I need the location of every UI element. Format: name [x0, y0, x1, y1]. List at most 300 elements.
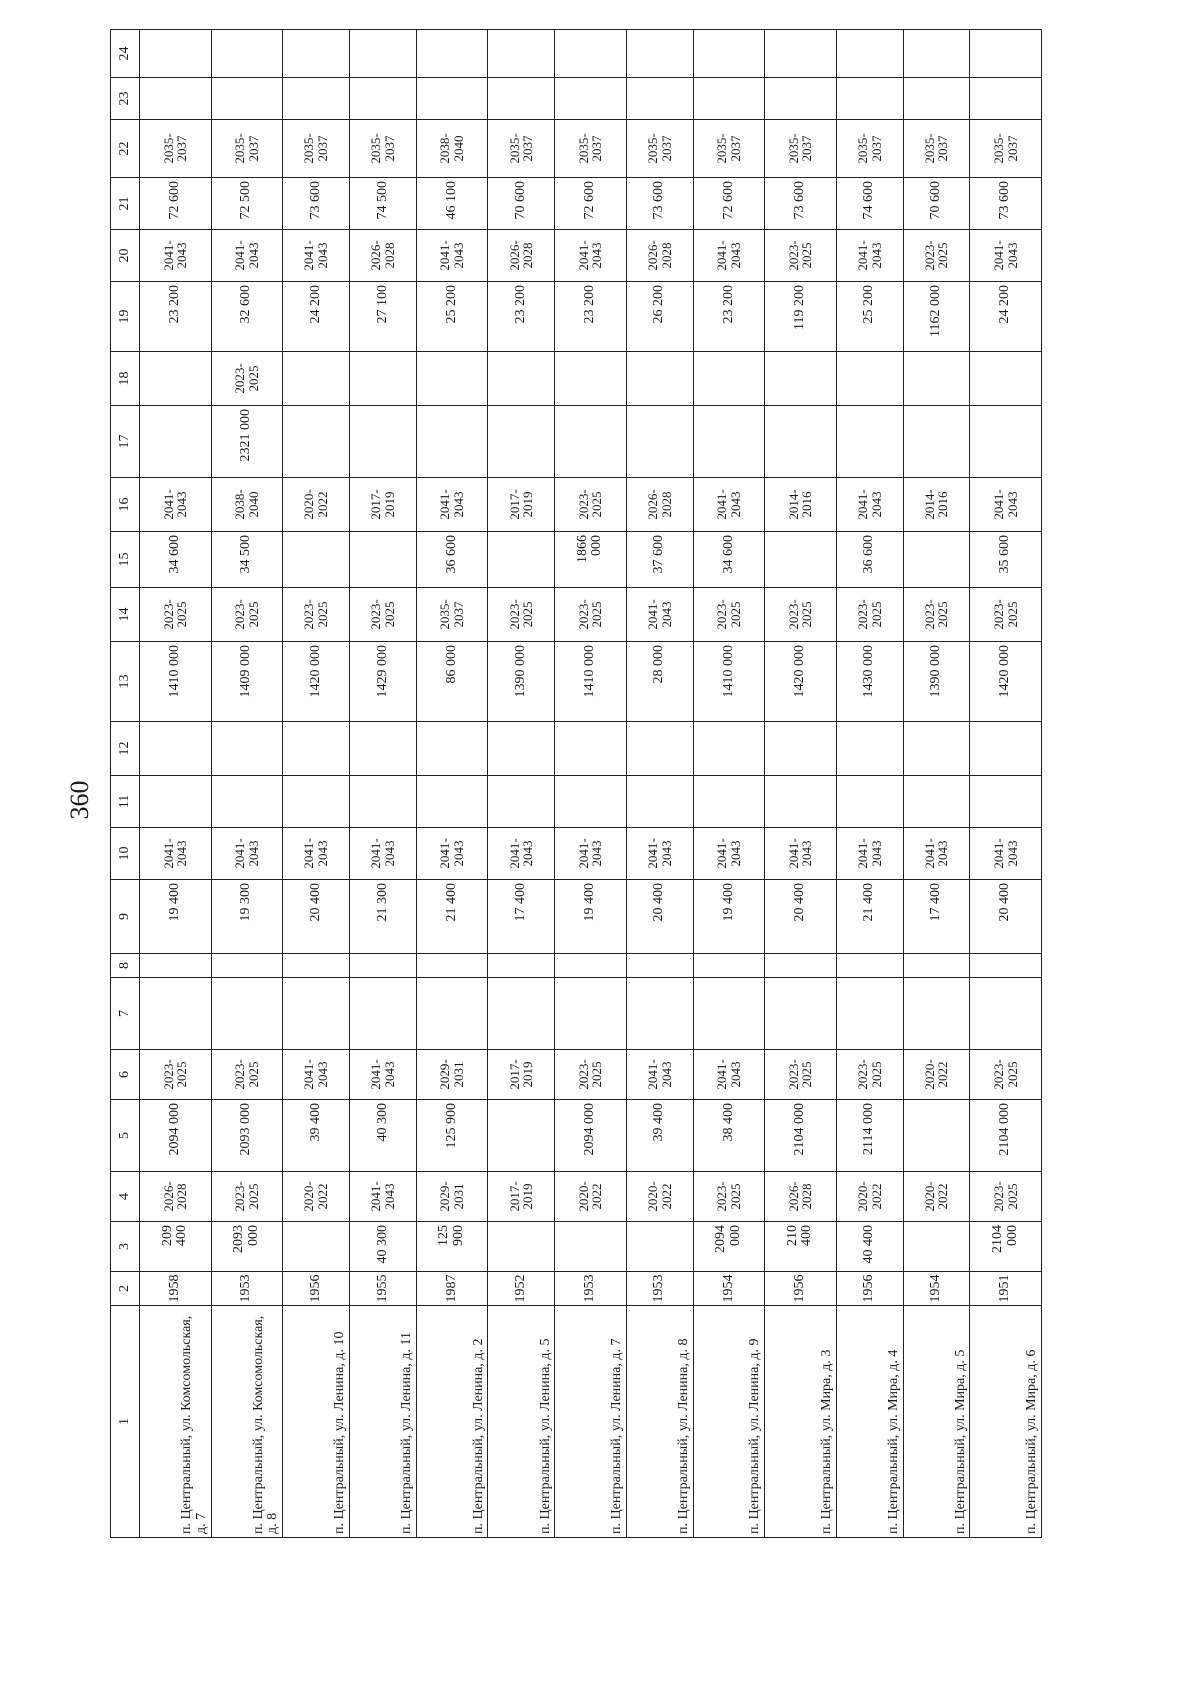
data-table: [110, 29, 1042, 1538]
table-cell: [693, 78, 765, 120]
table-cell: 2026-2028: [626, 478, 693, 532]
table-cell: 17 400: [903, 880, 970, 954]
table-cell: 2041-2043: [903, 828, 970, 880]
table-cell: 28 000: [626, 642, 693, 722]
table-cell: 40 400: [836, 1222, 903, 1272]
table-cell: 2093 000: [211, 1222, 283, 1272]
table-cell: 35 600: [970, 532, 1042, 588]
table-cell: 2035-2037: [765, 120, 837, 178]
column-header: 19: [111, 282, 140, 352]
table-cell: 74 500: [349, 178, 416, 230]
table-cell: 2023-2025: [488, 588, 555, 642]
table-cell: 2026-2028: [626, 230, 693, 282]
table-cell: [765, 722, 837, 776]
table-cell: 1410 000: [140, 642, 212, 722]
address-cell: п. Центральный, ул. Ленина, д. 9: [693, 1306, 765, 1538]
address-cell: п. Центральный, ул. Мира, д. 5: [903, 1306, 970, 1538]
table-cell: [903, 30, 970, 78]
table-cell: 1390 000: [488, 642, 555, 722]
table-cell: 2041-2043: [555, 230, 627, 282]
table-cell: 2093 000: [211, 1100, 283, 1172]
table-row: [970, 30, 1042, 1538]
table-cell: 27 100: [349, 282, 416, 352]
column-header: 7: [111, 978, 140, 1050]
table-cell: [488, 722, 555, 776]
address-cell: п. Центральный, ул. Ленина, д. 11: [349, 1306, 416, 1538]
table-cell: [555, 30, 627, 78]
table-cell: 210 400: [765, 1222, 837, 1272]
table-cell: 2041-2043: [836, 478, 903, 532]
table-cell: [903, 978, 970, 1050]
table-cell: [765, 352, 837, 406]
table-cell: [349, 406, 416, 478]
table-cell: 1954: [693, 1272, 765, 1306]
table-cell: 2041-2043: [211, 230, 283, 282]
table-cell: [349, 722, 416, 776]
table-cell: [283, 954, 350, 978]
table-cell: 2041-2043: [283, 1050, 350, 1100]
address-cell: п. Центральный, ул. Комсомольская, д. 8: [211, 1306, 283, 1538]
table-cell: 1956: [836, 1272, 903, 1306]
table-frame: [110, 46, 1042, 1538]
table-cell: 2041-2043: [693, 1050, 765, 1100]
column-header: 22: [111, 120, 140, 178]
table-cell: 23 200: [555, 282, 627, 352]
table-cell: 2035-2037: [140, 120, 212, 178]
table-cell: 2041-2043: [211, 828, 283, 880]
table-cell: 39 400: [283, 1100, 350, 1172]
address-cell: п. Центральный, ул. Мира, д. 6: [970, 1306, 1042, 1538]
table-cell: [416, 978, 488, 1050]
address-cell: п. Центральный, ул. Ленина, д. 2: [416, 1306, 488, 1538]
table-cell: [765, 78, 837, 120]
table-cell: [211, 78, 283, 120]
table-cell: 38 400: [693, 1100, 765, 1172]
table-cell: [903, 532, 970, 588]
table-cell: 2023-2025: [903, 230, 970, 282]
table-cell: [555, 722, 627, 776]
column-header: 8: [111, 954, 140, 978]
table-cell: 2023-2025: [211, 1050, 283, 1100]
table-cell: 2041-2043: [836, 230, 903, 282]
table-cell: [693, 722, 765, 776]
table-cell: 2029-2031: [416, 1050, 488, 1100]
table-cell: 26 200: [626, 282, 693, 352]
table-cell: 2017-2019: [488, 1050, 555, 1100]
table-cell: 2035-2037: [970, 120, 1042, 178]
table-cell: [903, 1100, 970, 1172]
table-cell: [626, 78, 693, 120]
table-cell: [903, 406, 970, 478]
table-cell: [693, 352, 765, 406]
table-cell: [693, 30, 765, 78]
table-cell: 2035-2037: [555, 120, 627, 178]
table-cell: 34 600: [693, 532, 765, 588]
address-cell: п. Центральный, ул. Ленина, д. 5: [488, 1306, 555, 1538]
table-cell: 2020-2022: [555, 1172, 627, 1222]
table-cell: 2023-2025: [970, 1172, 1042, 1222]
table-cell: 1420 000: [283, 642, 350, 722]
table-cell: [488, 954, 555, 978]
address-cell: п. Центральный, ул. Ленина, д. 7: [555, 1306, 627, 1538]
table-cell: [283, 78, 350, 120]
table-cell: [488, 30, 555, 78]
table-cell: 2026-2028: [765, 1172, 837, 1222]
column-header: 17: [111, 406, 140, 478]
table-cell: [903, 78, 970, 120]
table-cell: [349, 954, 416, 978]
table-cell: [140, 78, 212, 120]
table-cell: [970, 978, 1042, 1050]
table-cell: [349, 776, 416, 828]
table-body: [140, 30, 1042, 1538]
table-cell: 2041-2043: [693, 478, 765, 532]
table-cell: [283, 978, 350, 1050]
table-row: [626, 30, 693, 1538]
table-cell: 2023-2025: [836, 588, 903, 642]
table-cell: [903, 352, 970, 406]
table-cell: [140, 776, 212, 828]
table-cell: [626, 722, 693, 776]
table-cell: 1162 000: [903, 282, 970, 352]
table-cell: 34 500: [211, 532, 283, 588]
table-cell: 73 600: [970, 178, 1042, 230]
table-cell: 32 600: [211, 282, 283, 352]
table-cell: 21 300: [349, 880, 416, 954]
table-cell: [283, 1222, 350, 1272]
column-header: 12: [111, 722, 140, 776]
table-cell: [349, 532, 416, 588]
table-cell: [765, 30, 837, 78]
table-cell: 1953: [626, 1272, 693, 1306]
table-cell: 36 600: [836, 532, 903, 588]
table-cell: [283, 532, 350, 588]
table-cell: 2104 000: [765, 1100, 837, 1172]
table-cell: 1953: [555, 1272, 627, 1306]
table-cell: [211, 954, 283, 978]
table-cell: 2023-2025: [970, 1050, 1042, 1100]
column-header: 14: [111, 588, 140, 642]
table-cell: 125 900: [416, 1222, 488, 1272]
table-cell: [836, 776, 903, 828]
table-row: [211, 30, 283, 1538]
table-cell: [693, 978, 765, 1050]
table-cell: [970, 78, 1042, 120]
table-cell: [693, 406, 765, 478]
table-cell: [903, 954, 970, 978]
table-cell: 19 400: [140, 880, 212, 954]
table-cell: 74 600: [836, 178, 903, 230]
table-cell: [416, 78, 488, 120]
table-cell: 86 000: [416, 642, 488, 722]
table-cell: 1410 000: [555, 642, 627, 722]
table-row: [416, 30, 488, 1538]
column-header: 3: [111, 1222, 140, 1272]
rotated-table-wrapper: [110, 46, 1042, 1538]
table-cell: 2035-2037: [903, 120, 970, 178]
table-cell: 2017-2019: [488, 478, 555, 532]
table-cell: 20 400: [765, 880, 837, 954]
table-cell: 2104 000: [970, 1100, 1042, 1172]
table-cell: 46 100: [416, 178, 488, 230]
column-header: 11: [111, 776, 140, 828]
table-cell: 2023-2025: [349, 588, 416, 642]
header-row: [111, 30, 140, 1538]
table-cell: [626, 30, 693, 78]
table-cell: [283, 352, 350, 406]
table-cell: 2023-2025: [765, 588, 837, 642]
table-cell: [970, 30, 1042, 78]
column-header: 5: [111, 1100, 140, 1172]
table-cell: [140, 722, 212, 776]
table-cell: [765, 406, 837, 478]
table-cell: [488, 978, 555, 1050]
table-cell: [416, 30, 488, 78]
table-cell: [416, 954, 488, 978]
table-cell: 2020-2022: [626, 1172, 693, 1222]
table-cell: [555, 406, 627, 478]
table-cell: 73 600: [765, 178, 837, 230]
table-cell: 1951: [970, 1272, 1042, 1306]
table-cell: [836, 78, 903, 120]
table-cell: [836, 954, 903, 978]
column-header: 6: [111, 1050, 140, 1100]
table-cell: 1409 000: [211, 642, 283, 722]
table-row: [283, 30, 350, 1538]
table-cell: 2041-2043: [283, 230, 350, 282]
table-cell: 2035-2037: [211, 120, 283, 178]
table-cell: [211, 776, 283, 828]
table-cell: 1958: [140, 1272, 212, 1306]
table-cell: [349, 30, 416, 78]
table-cell: [765, 954, 837, 978]
table-cell: 2041-2043: [283, 828, 350, 880]
table-cell: [140, 352, 212, 406]
table-cell: [836, 406, 903, 478]
table-cell: 2038-2040: [211, 478, 283, 532]
table-cell: [555, 954, 627, 978]
column-header: 15: [111, 532, 140, 588]
table-cell: [693, 776, 765, 828]
table-cell: [140, 978, 212, 1050]
address-cell: п. Центральный, ул. Ленина, д. 8: [626, 1306, 693, 1538]
table-cell: 2041-2043: [488, 828, 555, 880]
column-header: 23: [111, 78, 140, 120]
table-cell: 2023-2025: [765, 230, 837, 282]
table-cell: 2023-2025: [836, 1050, 903, 1100]
table-cell: [283, 30, 350, 78]
table-cell: 2041-2043: [349, 1050, 416, 1100]
table-cell: 1410 000: [693, 642, 765, 722]
table-cell: 2023-2025: [693, 1172, 765, 1222]
table-cell: 2020-2022: [836, 1172, 903, 1222]
table-cell: 2020-2022: [283, 1172, 350, 1222]
table-cell: 2038-2040: [416, 120, 488, 178]
table-cell: 37 600: [626, 532, 693, 588]
table-cell: 72 600: [555, 178, 627, 230]
table-cell: 2023-2025: [555, 1050, 627, 1100]
table-cell: [555, 352, 627, 406]
table-cell: 2041-2043: [626, 1050, 693, 1100]
table-cell: 2041-2043: [349, 1172, 416, 1222]
table-cell: 2023-2025: [211, 588, 283, 642]
table-cell: 2114 000: [836, 1100, 903, 1172]
column-header: 9: [111, 880, 140, 954]
table-row: [488, 30, 555, 1538]
table-row: [140, 30, 212, 1538]
table-cell: 25 200: [416, 282, 488, 352]
table-cell: 25 200: [836, 282, 903, 352]
table-cell: 2041-2043: [970, 828, 1042, 880]
table-cell: 2041-2043: [693, 230, 765, 282]
table-cell: 2014-2016: [903, 478, 970, 532]
table-cell: [765, 776, 837, 828]
table-cell: 2023-2025: [283, 588, 350, 642]
table-cell: 1954: [903, 1272, 970, 1306]
table-row: [765, 30, 837, 1538]
table-cell: 2094 000: [693, 1222, 765, 1272]
page-number: 360: [65, 780, 94, 820]
table-cell: 2023-2025: [211, 1172, 283, 1222]
table-cell: 1420 000: [765, 642, 837, 722]
table-cell: [970, 776, 1042, 828]
table-cell: 24 200: [970, 282, 1042, 352]
table-cell: 1430 000: [836, 642, 903, 722]
table-cell: 2023-2025: [555, 588, 627, 642]
table-cell: 2026-2028: [488, 230, 555, 282]
table-cell: 2020-2022: [903, 1050, 970, 1100]
address-cell: п. Центральный, ул. Ленина, д. 10: [283, 1306, 350, 1538]
table-cell: 2023-2025: [970, 588, 1042, 642]
table-cell: [416, 406, 488, 478]
table-cell: [488, 1222, 555, 1272]
table-cell: [488, 1100, 555, 1172]
table-row: [836, 30, 903, 1538]
table-cell: [283, 406, 350, 478]
table-cell: 2041-2043: [836, 828, 903, 880]
table-cell: 2035-2037: [626, 120, 693, 178]
table-row: [903, 30, 970, 1538]
table-cell: 125 900: [416, 1100, 488, 1172]
table-cell: 21 400: [836, 880, 903, 954]
table-cell: 2041-2043: [140, 230, 212, 282]
table-cell: 2041-2043: [626, 588, 693, 642]
table-cell: [765, 532, 837, 588]
table-cell: 1866 000: [555, 532, 627, 588]
table-cell: 1955: [349, 1272, 416, 1306]
table-cell: 2041-2043: [416, 828, 488, 880]
table-cell: 1952: [488, 1272, 555, 1306]
table-cell: [626, 352, 693, 406]
table-cell: 2020-2022: [283, 478, 350, 532]
table-cell: [970, 352, 1042, 406]
table-cell: [349, 978, 416, 1050]
address-cell: п. Центральный, ул. Мира, д. 3: [765, 1306, 837, 1538]
table-cell: [903, 1222, 970, 1272]
table-cell: 2094 000: [555, 1100, 627, 1172]
table-cell: 72 500: [211, 178, 283, 230]
table-cell: 73 600: [626, 178, 693, 230]
table-cell: 2026-2028: [140, 1172, 212, 1222]
table-cell: 39 400: [626, 1100, 693, 1172]
table-cell: [765, 978, 837, 1050]
table-cell: 2041-2043: [140, 828, 212, 880]
table-cell: [488, 78, 555, 120]
table-cell: [626, 776, 693, 828]
column-header: 20: [111, 230, 140, 282]
table-cell: 2023-2025: [765, 1050, 837, 1100]
table-cell: 2041-2043: [416, 478, 488, 532]
table-cell: 2023-2025: [903, 588, 970, 642]
table-cell: [836, 30, 903, 78]
table-cell: 2023-2025: [140, 1050, 212, 1100]
table-cell: 2023-2025: [555, 478, 627, 532]
table-cell: 2035-2037: [488, 120, 555, 178]
table-cell: 19 400: [555, 880, 627, 954]
table-cell: [626, 978, 693, 1050]
table-cell: [970, 722, 1042, 776]
table-cell: 2035-2037: [693, 120, 765, 178]
table-cell: 2041-2043: [970, 230, 1042, 282]
table-cell: 19 400: [693, 880, 765, 954]
table-cell: 40 300: [349, 1222, 416, 1272]
table-cell: [903, 776, 970, 828]
table-cell: 2023-2025: [140, 588, 212, 642]
column-header: 18: [111, 352, 140, 406]
table-cell: 2041-2043: [349, 828, 416, 880]
table-cell: 2029-2031: [416, 1172, 488, 1222]
column-header: 16: [111, 478, 140, 532]
table-cell: [836, 352, 903, 406]
column-header: 10: [111, 828, 140, 880]
table-cell: 34 600: [140, 532, 212, 588]
table-cell: 2026-2028: [349, 230, 416, 282]
table-cell: 2020-2022: [903, 1172, 970, 1222]
table-cell: [416, 722, 488, 776]
table-cell: 24 200: [283, 282, 350, 352]
table-cell: [283, 776, 350, 828]
table-cell: [211, 722, 283, 776]
table-cell: [555, 776, 627, 828]
table-cell: [283, 722, 350, 776]
table-cell: 36 600: [416, 532, 488, 588]
table-cell: 20 400: [283, 880, 350, 954]
table-cell: [211, 978, 283, 1050]
table-cell: 2041-2043: [140, 478, 212, 532]
table-cell: 40 300: [349, 1100, 416, 1172]
table-cell: 209 400: [140, 1222, 212, 1272]
table-row: [555, 30, 627, 1538]
table-cell: 20 400: [970, 880, 1042, 954]
table-cell: [488, 776, 555, 828]
column-header: 24: [111, 30, 140, 78]
table-cell: 73 600: [283, 178, 350, 230]
table-cell: [349, 78, 416, 120]
table-cell: [349, 352, 416, 406]
column-header: 21: [111, 178, 140, 230]
table-cell: 70 600: [903, 178, 970, 230]
table-cell: 1987: [416, 1272, 488, 1306]
table-cell: 2035-2037: [349, 120, 416, 178]
table-cell: 2041-2043: [416, 230, 488, 282]
table-cell: 2014-2016: [765, 478, 837, 532]
table-cell: [140, 954, 212, 978]
table-cell: 1953: [211, 1272, 283, 1306]
table-cell: 1420 000: [970, 642, 1042, 722]
table-cell: 2017-2019: [488, 1172, 555, 1222]
table-cell: 2017-2019: [349, 478, 416, 532]
table-cell: [488, 406, 555, 478]
